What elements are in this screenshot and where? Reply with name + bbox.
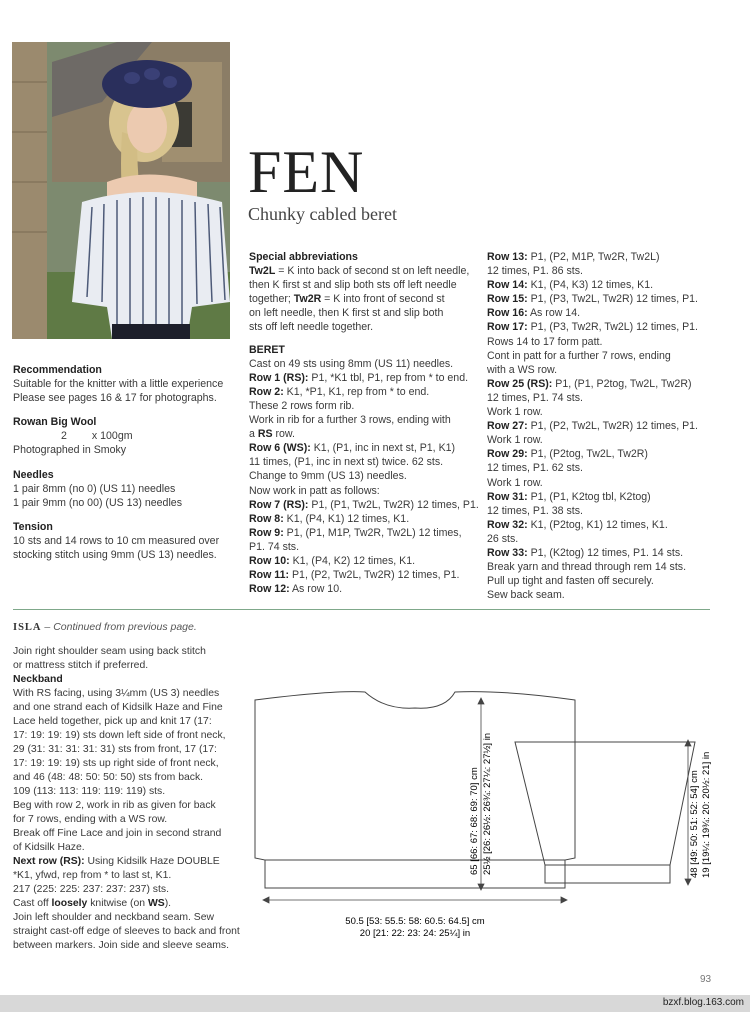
recommendation-line: Please see pages 16 & 17 for photographs. xyxy=(13,392,217,405)
instruction-text: for 7 rows, ending with a WS row. xyxy=(13,814,168,825)
instruction-line xyxy=(13,799,245,813)
body-height-inch-label: 25½ [26: 26½: 26¾: 27¼: 27½] in xyxy=(482,732,493,875)
garment-diagram xyxy=(245,680,715,960)
instruction-line xyxy=(487,532,707,546)
instruction-text: 29 (31: 31: 31: 31: 31) sts from front, 17 (17: xyxy=(13,744,217,755)
footer-bar xyxy=(0,995,750,1012)
instruction-text: straight cast-off edge of sleeves to back and front xyxy=(13,926,240,937)
instruction-line xyxy=(249,498,479,512)
instruction-text: 217 (225: 225: 237: 237: 237) sts. xyxy=(13,884,169,895)
instruction-bold: Row 14: xyxy=(487,279,528,292)
instruction-bold: Neckband xyxy=(13,674,63,685)
instruction-text: Cast on 49 sts using 8mm (US 11) needles. xyxy=(249,357,454,370)
instruction-line xyxy=(487,447,707,461)
instruction-text: Sew back seam. xyxy=(487,589,565,602)
instruction-line xyxy=(13,883,245,897)
instruction-line xyxy=(249,385,479,399)
instruction-bold: Row 13: xyxy=(487,251,528,263)
instruction-bold: Row 32: xyxy=(487,518,528,531)
instruction-line xyxy=(13,687,245,701)
instruction-bold: Row 2: xyxy=(249,385,284,398)
instruction-text: = K into front of second st xyxy=(321,293,445,306)
instruction-line xyxy=(249,320,479,334)
instruction-line xyxy=(13,939,245,953)
instruction-line xyxy=(13,659,245,673)
instruction-line xyxy=(487,476,707,490)
instruction-line xyxy=(13,757,245,771)
instruction-line xyxy=(249,540,479,554)
instruction-line xyxy=(249,554,479,568)
yarn-heading: Rowan Big Wool xyxy=(13,416,97,429)
instruction-bold: Row 27: xyxy=(487,420,528,433)
instruction-line xyxy=(487,461,707,475)
instruction-line xyxy=(13,673,245,687)
instruction-line xyxy=(487,588,707,602)
isla-instructions xyxy=(13,645,245,953)
instruction-line xyxy=(487,349,707,363)
instruction-text: Work 1 row. xyxy=(487,434,543,447)
instruction-line xyxy=(487,335,707,349)
instruction-line xyxy=(249,399,479,413)
instruction-line xyxy=(249,484,479,498)
instruction-bold: Row 25 (RS): xyxy=(487,377,553,390)
instruction-bold: Row 1 (RS): xyxy=(249,371,309,384)
pattern-subtitle: Chunky cabled beret xyxy=(248,204,397,224)
pattern-title: FEN xyxy=(248,139,365,205)
instruction-text: and 46 (48: 48: 50: 50: 50) sts from back. xyxy=(13,772,204,783)
instruction-bold: Row 10: xyxy=(249,554,290,567)
instruction-text: P1, (P1, M1P, Tw2R, Tw2L) 12 times, xyxy=(283,526,462,539)
instruction-text: P1, (P1, Tw2L, Tw2R) 12 times, P1. xyxy=(308,498,479,511)
instruction-bold: Row 31: xyxy=(487,490,528,503)
abbreviations-heading: Special abbreviations xyxy=(249,251,358,263)
instruction-line xyxy=(487,391,707,405)
instruction-bold: Row 11: xyxy=(249,569,290,582)
recommendation-line: Suitable for the knitter with a little experience xyxy=(13,378,224,391)
yarn-colour: Photographed in Smoky xyxy=(13,444,127,457)
instruction-line xyxy=(487,504,707,518)
instruction-text: of Kidsilk Haze. xyxy=(13,842,85,853)
instruction-line xyxy=(487,490,707,504)
section-divider xyxy=(13,609,710,610)
isla-heading xyxy=(13,621,197,633)
instruction-line xyxy=(487,377,707,391)
instruction-text: then K first st and slip both sts off left needle xyxy=(249,279,457,292)
instruction-line xyxy=(13,729,245,743)
instruction-text: P1, (P3, Tw2R, Tw2L) 12 times, P1. xyxy=(527,321,698,334)
instruction-line xyxy=(487,320,707,334)
instruction-bold: Row 12: xyxy=(249,583,290,596)
instruction-bold: RS xyxy=(257,428,273,441)
instruction-text: and one strand each of Kidsilk Haze and Fine xyxy=(13,702,223,713)
instruction-line xyxy=(487,278,707,292)
instruction-bold: Row 29: xyxy=(487,448,528,461)
instruction-line xyxy=(487,292,707,306)
instruction-line xyxy=(13,645,245,659)
instruction-text: Join left shoulder and neckband seam. Sew xyxy=(13,912,215,923)
instruction-text: sts off left needle together. xyxy=(249,321,374,334)
instruction-text: Lace held together, pick up and knit 17 (17: xyxy=(13,716,212,727)
isla-continued: – Continued from previous page. xyxy=(41,621,197,633)
instruction-text: Break yarn and thread through rem 14 sts. xyxy=(487,561,687,574)
instruction-text: P1, (P1, P2tog, Tw2L, Tw2R) xyxy=(552,377,692,390)
instruction-text: 11 times, (P1, inc in next st) twice. 62 sts. xyxy=(249,456,444,469)
instruction-text: Work 1 row. xyxy=(487,406,543,419)
instruction-text: together; xyxy=(249,293,294,306)
instruction-line xyxy=(13,897,245,911)
tension-heading: Tension xyxy=(13,520,53,533)
instruction-bold: Next row (RS): xyxy=(13,856,85,867)
instruction-text: Using Kidsilk Haze DOUBLE xyxy=(84,856,220,867)
instruction-line xyxy=(487,306,707,320)
instruction-text: between markers. Join side and sleeve seams. xyxy=(13,940,230,951)
sleeve-outline xyxy=(515,742,695,883)
instruction-text: a xyxy=(249,428,258,441)
instruction-line xyxy=(13,925,245,939)
instruction-text: with a WS row. xyxy=(487,363,558,376)
instruction-text: Cast off xyxy=(13,898,52,909)
instruction-text: K1, (P4, K2) 12 times, K1. xyxy=(289,554,416,567)
instruction-bold: WS xyxy=(147,898,165,909)
isla-name: ISLA xyxy=(13,622,42,633)
instruction-line xyxy=(13,911,245,925)
instruction-text: 12 times, P1. 74 sts. xyxy=(487,391,583,404)
instruction-bold: Row 17: xyxy=(487,321,528,334)
instruction-line xyxy=(249,512,479,526)
instruction-text: K1, (P4, K1) 12 times, K1. xyxy=(283,512,410,525)
instruction-text: With RS facing, using 3¼mm (US 3) needles xyxy=(13,688,220,699)
instruction-bold: Row 7 (RS): xyxy=(249,498,309,511)
instruction-line xyxy=(487,419,707,433)
instruction-text: Change to 9mm (US 13) needles. xyxy=(249,470,407,483)
body-width-label: 50.5 [53: 55.5: 58: 60.5: 64.5] cm xyxy=(345,916,485,927)
instruction-line xyxy=(13,841,245,855)
instruction-text: Cont in patt for a further 7 rows, ending xyxy=(487,349,671,362)
instruction-text: Now work in patt as follows: xyxy=(249,484,380,497)
instruction-text: Pull up tight and fasten off securely. xyxy=(487,575,654,588)
instruction-line xyxy=(487,574,707,588)
instruction-line xyxy=(249,278,479,292)
instruction-text: ). xyxy=(164,898,172,909)
instruction-line xyxy=(13,855,245,869)
sleeve-height-label: 48 [49: 50: 51: 52: 54] cm xyxy=(689,770,700,878)
instruction-text: Work in rib for a further 3 rows, ending with xyxy=(249,414,451,427)
instruction-bold: Row 9: xyxy=(249,526,284,539)
instruction-line xyxy=(487,518,707,532)
instruction-text: K1, *P1, K1, rep from * to end. xyxy=(283,385,430,398)
instruction-text: *K1, yfwd, rep from * to last st, K1. xyxy=(13,870,172,881)
instruction-text: P1, (P2tog, Tw2L, Tw2R) xyxy=(527,448,648,461)
instruction-text: 17: 19: 19: 19) sts up right side of front neck, xyxy=(13,758,219,769)
instruction-text: knitwise (on xyxy=(87,898,148,909)
instruction-text: 26 sts. xyxy=(487,532,519,545)
model-photo xyxy=(12,42,230,339)
beret-instructions xyxy=(249,357,479,597)
instruction-line xyxy=(249,413,479,427)
instruction-bold: Row 33: xyxy=(487,546,528,559)
instruction-line xyxy=(249,582,479,596)
instruction-line xyxy=(487,250,707,264)
tension-line: stocking stitch using 9mm (US 13) needles. xyxy=(13,549,217,562)
instruction-line xyxy=(249,441,479,455)
instruction-text: P1, (P3, Tw2L, Tw2R) 12 times, P1. xyxy=(527,293,698,306)
instruction-text: on left needle, then K first st and slip both xyxy=(249,307,444,320)
instruction-line xyxy=(487,363,707,377)
instruction-line xyxy=(13,701,245,715)
instruction-text: P1. 74 sts. xyxy=(249,540,300,553)
instruction-text: Join right shoulder seam using back stitch xyxy=(13,646,206,657)
beret-heading: BERET xyxy=(249,343,285,356)
body-width-arrow xyxy=(263,897,567,903)
instruction-bold: loosely xyxy=(51,898,88,909)
body-width-inch-label: 20 [21: 22: 23: 24: 25¼] in xyxy=(359,928,471,939)
body-height-label: 65 [66: 67: 68: 69: 70] cm xyxy=(469,767,480,875)
instruction-text: or mattress stitch if preferred. xyxy=(13,660,149,671)
yarn-quantity: 2 xyxy=(61,430,67,443)
needles-line: 1 pair 9mm (no 00) (US 13) needles xyxy=(13,496,182,509)
instruction-line xyxy=(487,264,707,278)
instruction-bold: Row 16: xyxy=(487,307,528,320)
instruction-text: 12 times, P1. 86 sts. xyxy=(487,265,583,278)
instruction-line xyxy=(249,469,479,483)
beret-instructions-cont xyxy=(487,250,707,602)
instruction-text: 12 times, P1. 62 sts. xyxy=(487,462,583,475)
instruction-line xyxy=(487,405,707,419)
instruction-line xyxy=(13,869,245,883)
instruction-text: = K into back of second st on left needle, xyxy=(275,265,470,278)
instruction-line xyxy=(13,715,245,729)
instruction-line xyxy=(249,357,479,371)
instruction-line xyxy=(487,433,707,447)
instruction-line xyxy=(13,771,245,785)
instruction-line xyxy=(249,568,479,582)
recommendation-heading: Recommendation xyxy=(13,364,102,376)
instruction-text: K1, (P2tog, K1) 12 times, K1. xyxy=(527,518,668,531)
materials-column xyxy=(13,363,238,562)
instruction-line xyxy=(13,813,245,827)
instruction-line xyxy=(249,306,479,320)
instruction-bold: Row 8: xyxy=(249,512,284,525)
instruction-line xyxy=(13,785,245,799)
page-number: 93 xyxy=(700,974,712,985)
pattern-title-block xyxy=(248,139,397,225)
yarn-quantity-row xyxy=(13,429,238,443)
instruction-line xyxy=(249,427,479,441)
instruction-text: As row 14. xyxy=(527,307,581,320)
instruction-text: Rows 14 to 17 form patt. xyxy=(487,335,603,348)
instruction-text: row. xyxy=(272,428,295,441)
instruction-text: K1, (P4, K3) 12 times, K1. xyxy=(527,279,654,292)
instructions-column-1 xyxy=(249,250,479,596)
instruction-text: P1, (P1, K2tog tbl, K2tog) xyxy=(527,490,651,503)
instruction-text: P1, *K1 tbl, P1, rep from * to end. xyxy=(308,371,469,384)
instruction-line xyxy=(487,560,707,574)
instruction-text: P1, (P2, Tw2L, Tw2R) 12 times, P1. xyxy=(289,569,460,582)
yarn-unit: x 100gm xyxy=(91,430,133,443)
instruction-line xyxy=(13,827,245,841)
instruction-line xyxy=(249,455,479,469)
instruction-text: 109 (113: 113: 119: 119: 119) sts. xyxy=(13,786,166,797)
watermark: bzxf.blog.163.com xyxy=(662,997,744,1008)
instruction-line xyxy=(249,526,479,540)
instruction-bold: Row 15: xyxy=(487,293,528,306)
instruction-text: 12 times, P1. 38 sts. xyxy=(487,504,583,517)
sleeve-height-inch-label: 19 [19¼: 19¾: 20: 20½: 21] in xyxy=(701,751,712,878)
instruction-text: K1, (P1, inc in next st, P1, K1) xyxy=(310,442,456,455)
instructions-column-2 xyxy=(487,250,707,602)
instruction-text: These 2 rows form rib. xyxy=(249,399,355,412)
instruction-text: P1, (P2, Tw2L, Tw2R) 12 times, P1. xyxy=(527,420,698,433)
instruction-text: Beg with row 2, work in rib as given for back xyxy=(13,800,216,811)
instruction-text: P1, (K2tog) 12 times, P1. 14 sts. xyxy=(527,546,684,559)
needles-line: 1 pair 8mm (no 0) (US 11) needles xyxy=(13,482,176,495)
needles-heading: Needles xyxy=(13,468,54,481)
instruction-text: 17: 19: 19: 19) sts down left side of front neck, xyxy=(13,730,226,741)
instruction-text: P1, (P2, M1P, Tw2R, Tw2L) xyxy=(527,251,660,263)
abbreviations-text xyxy=(249,264,479,334)
tension-line: 10 sts and 14 rows to 10 cm measured over xyxy=(13,534,220,547)
instruction-bold: Tw2L xyxy=(249,265,276,278)
instruction-line xyxy=(249,264,479,278)
instruction-line xyxy=(249,292,479,306)
instruction-line xyxy=(249,371,479,385)
instruction-bold: Tw2R xyxy=(293,293,322,306)
instruction-text: As row 10. xyxy=(289,583,343,596)
instruction-text: Break off Fine Lace and join in second strand xyxy=(13,828,222,839)
instruction-text: Work 1 row. xyxy=(487,476,543,489)
instruction-line xyxy=(13,743,245,757)
instruction-bold: Row 6 (WS): xyxy=(249,442,311,455)
instruction-line xyxy=(487,546,707,560)
